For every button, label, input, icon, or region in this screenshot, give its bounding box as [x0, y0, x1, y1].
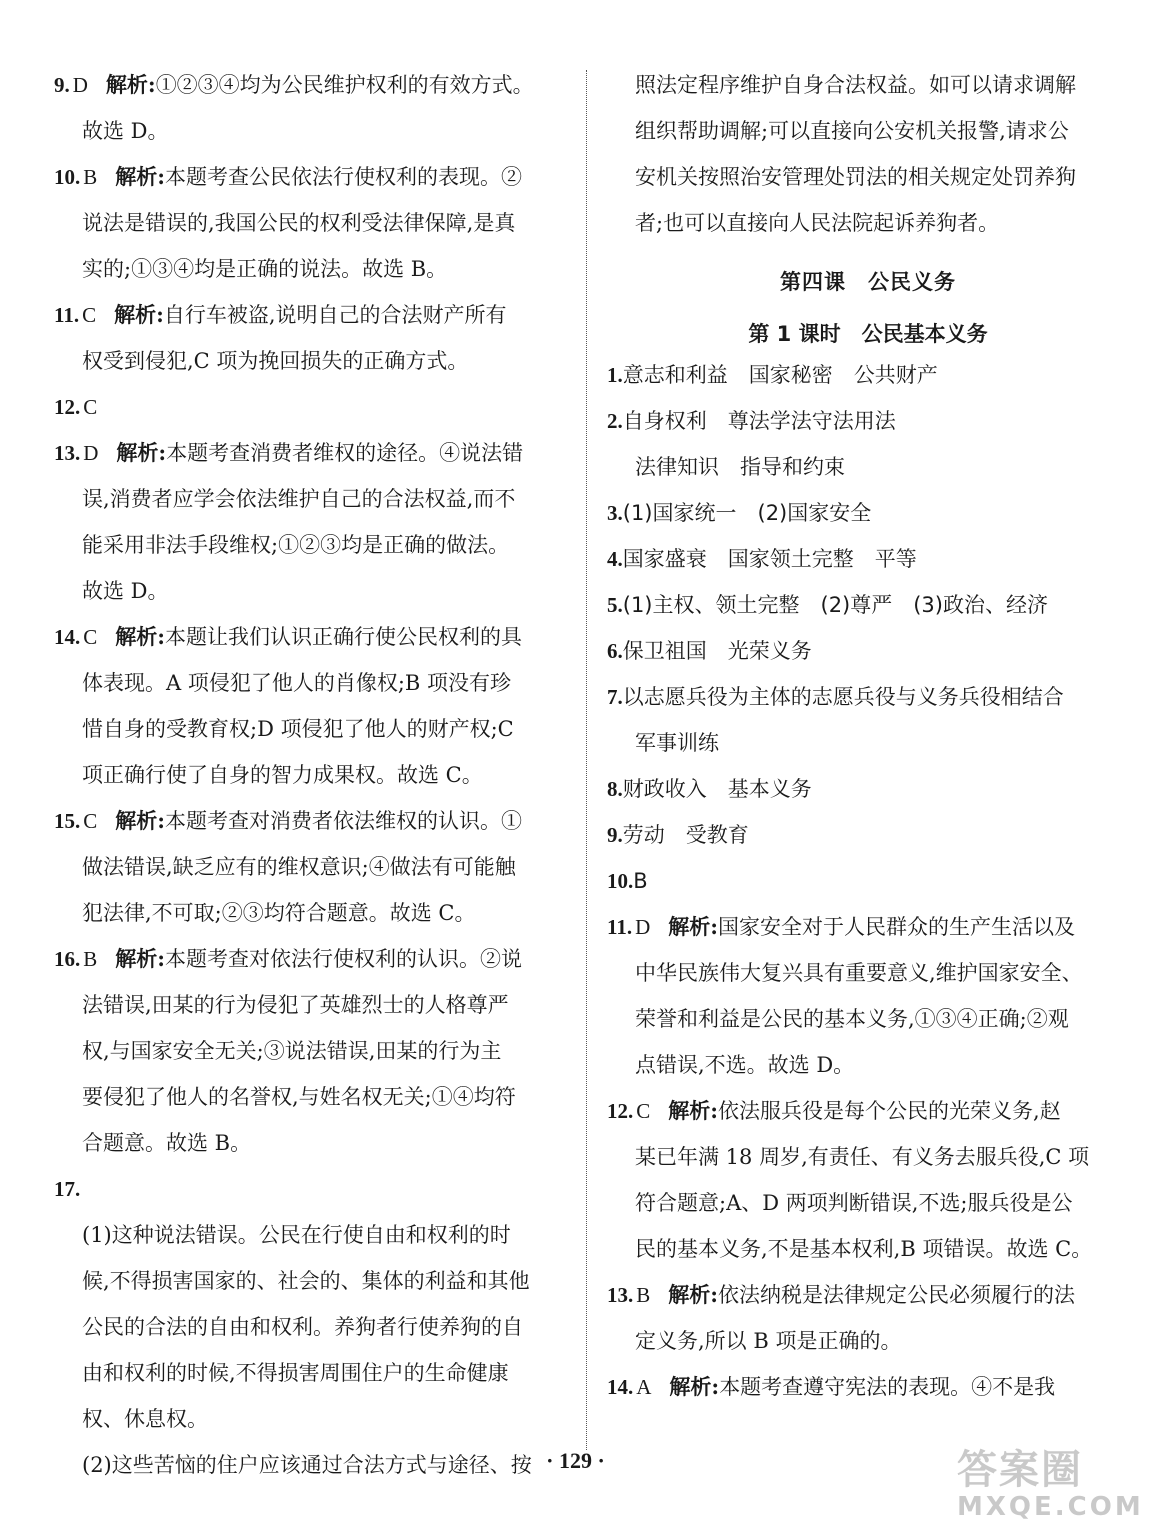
- analysis-text: 本题让我们认识正确行使公民权利的具: [165, 625, 523, 649]
- item-number: 14.: [54, 625, 81, 649]
- analysis-line: 惜自身的受教育权;D 项侵犯了他人的财产权;C: [82, 717, 514, 741]
- analysis-line: 候,不得损害国家的、社会的、集体的利益和其他: [82, 1269, 530, 1293]
- item-number: 11.: [607, 915, 633, 939]
- fill-answer: 自身权利 尊法学法守法用法: [622, 409, 896, 433]
- analysis-text: 本题考查公民依法行使权利的表现。②: [165, 165, 523, 189]
- analysis-label: 解析:: [669, 1374, 720, 1399]
- answer-item: [54, 936, 570, 1166]
- fill-first-line: [607, 398, 1129, 444]
- analysis-label: 解析:: [115, 624, 166, 649]
- answer-item: [54, 430, 570, 614]
- fill-number: 1.: [607, 363, 623, 387]
- fill-first-line: [607, 582, 1129, 628]
- analysis-line: 体表现。A 项侵犯了他人的肖像权;B 项没有珍: [82, 671, 512, 695]
- item-answer: B: [83, 947, 98, 971]
- continued-line: 安机关按照治安管理处罚法的相关规定处罚养狗: [635, 165, 1076, 189]
- answer-first-line: [607, 1364, 1129, 1410]
- answer-item: [54, 1166, 570, 1488]
- fill-item: [607, 398, 1129, 490]
- fill-item: [607, 490, 1129, 536]
- item-number: 13.: [607, 1283, 634, 1307]
- item-number: 11.: [54, 303, 80, 327]
- fill-number: 7.: [607, 685, 623, 709]
- fill-item: [607, 352, 1129, 398]
- analysis-text: 本题考查对消费者依法维权的认识。①: [165, 809, 523, 833]
- analysis-line: 犯法律,不可取;②③均符合题意。故选 C。: [82, 901, 476, 925]
- analysis-line: 符合题意;A、D 两项判断错误,不选;服兵役是公: [635, 1191, 1073, 1215]
- item-number: 9.: [54, 73, 70, 97]
- fill-answer-line: 军事训练: [635, 731, 719, 755]
- continued-line: 组织帮助调解;可以直接向公安机关报警,请求公: [635, 119, 1069, 143]
- answer-first-line: [607, 1272, 1129, 1318]
- fill-first-line: [607, 858, 1129, 904]
- analysis-line: 定义务,所以 B 项是正确的。: [635, 1329, 902, 1353]
- item-answer: D: [83, 441, 99, 465]
- answer-item: [54, 798, 570, 936]
- answer-first-line: [54, 62, 570, 108]
- item-answer: C: [636, 1099, 651, 1123]
- answer-first-line: [54, 1166, 570, 1212]
- analysis-label: 解析:: [105, 72, 156, 97]
- item-answer: B: [83, 165, 98, 189]
- analysis-line: 要侵犯了他人的名誉权,与姓名权无关;①④均符: [82, 1085, 516, 1109]
- analysis-line: 中华民族伟大复兴具有重要意义,维护国家安全、: [635, 961, 1083, 985]
- analysis-line: (2)这些苦恼的住户应该通过合法方式与途径、按: [82, 1453, 532, 1477]
- fill-first-line: [607, 674, 1129, 720]
- analysis-line: 权受到侵犯,C 项为挽回损失的正确方式。: [82, 349, 469, 373]
- fill-item: [607, 766, 1129, 812]
- analysis-line: 故选 D。: [82, 579, 169, 603]
- analysis-line: 荣誉和利益是公民的基本义务,①③④正确;②观: [635, 1007, 1069, 1031]
- analysis-line: 误,消费者应学会依法维护自己的合法权益,而不: [82, 487, 516, 511]
- answer-item: [607, 1088, 1129, 1272]
- item-number: 14.: [607, 1375, 634, 1399]
- analysis-line: 点错误,不选。故选 D。: [635, 1053, 855, 1077]
- answer-first-line: [607, 1088, 1129, 1134]
- fill-item: [607, 628, 1129, 674]
- analysis-line: 由和权利的时候,不得损害周围住户的生命健康: [82, 1361, 509, 1385]
- analysis-text: 依法服兵役是每个公民的光荣义务,赵: [718, 1099, 1061, 1123]
- fill-answer: 财政收入 基本义务: [622, 777, 812, 801]
- analysis-line: (1)这种说法错误。公民在行使自由和权利的时: [82, 1223, 511, 1247]
- fill-number: 10.: [607, 869, 634, 893]
- continued-line: 照法定程序维护自身合法权益。如可以请求调解: [635, 73, 1076, 97]
- lesson-title: 第四课 公民义务: [780, 270, 956, 294]
- answer-first-line: [54, 614, 570, 660]
- fill-answer: 保卫祖国 光荣义务: [622, 639, 812, 663]
- fill-first-line: [607, 628, 1129, 674]
- answer-item: [607, 1272, 1129, 1364]
- right-column: [607, 62, 1129, 1410]
- analysis-line: 法错误,田某的行为侵犯了英雄烈士的人格尊严: [82, 993, 509, 1017]
- answer-item: [607, 1364, 1129, 1410]
- item-number: 17.: [54, 1177, 81, 1201]
- fill-answer: 国家盛衰 国家领土完整 平等: [622, 547, 917, 571]
- item-answer: C: [83, 395, 98, 419]
- analysis-label: 解析:: [668, 1282, 719, 1307]
- fill-number: 2.: [607, 409, 623, 433]
- item-answer: C: [83, 625, 98, 649]
- page-number: · 129 ·: [546, 1448, 605, 1473]
- fill-first-line: [607, 766, 1129, 812]
- fill-answer-line: 法律知识 指导和约束: [635, 455, 845, 479]
- analysis-label: 解析:: [114, 302, 164, 327]
- fill-number: 6.: [607, 639, 623, 663]
- answer-first-line: [607, 904, 1129, 950]
- analysis-line: 做法错误,缺乏应有的维权意识;④做法有可能触: [82, 855, 516, 879]
- analysis-text: ①②③④均为公民维护权利的有效方式。: [155, 73, 534, 97]
- fill-number: 3.: [607, 501, 623, 525]
- analysis-line: 某已年满 18 周岁,有责任、有义务去服兵役,C 项: [635, 1145, 1090, 1169]
- analysis-label: 解析:: [668, 1098, 719, 1123]
- fill-number: 5.: [607, 593, 623, 617]
- choice-answers: [607, 904, 1129, 1410]
- analysis-text: 本题考查消费者维权的途径。④说法错: [166, 441, 524, 465]
- answer-first-line: [54, 798, 570, 844]
- fill-item: [607, 536, 1129, 582]
- item-answer: C: [82, 303, 97, 327]
- analysis-line: 权,与国家安全无关;③说法错误,田某的行为主: [82, 1039, 502, 1063]
- fill-item: [607, 858, 1129, 904]
- analysis-text: 本题考查遵守宪法的表现。④不是我: [719, 1375, 1056, 1399]
- analysis-label: 解析:: [115, 808, 166, 833]
- analysis-line: 故选 D。: [82, 119, 169, 143]
- fill-first-line: [607, 812, 1129, 858]
- item-number: 13.: [54, 441, 81, 465]
- answer-first-line: [54, 430, 570, 476]
- analysis-line: 合题意。故选 B。: [82, 1131, 252, 1155]
- fill-answer: 劳动 受教育: [622, 823, 749, 847]
- fill-in-answers: [607, 352, 1129, 904]
- item-number: 10.: [54, 165, 81, 189]
- watermark-top: 答案圈: [957, 1447, 1083, 1493]
- analysis-text: 自行车被盗,说明自己的合法财产所有: [163, 303, 507, 327]
- analysis-line: 权、休息权。: [82, 1407, 208, 1431]
- answer-first-line: [54, 384, 570, 430]
- analysis-label: 解析:: [116, 440, 167, 465]
- analysis-text: 国家安全对于人民群众的生产生活以及: [718, 915, 1076, 939]
- analysis-line: 公民的合法的自由和权利。养狗者行使养狗的自: [82, 1315, 523, 1339]
- item-answer: D: [635, 915, 651, 939]
- fill-first-line: [607, 490, 1129, 536]
- fill-item: [607, 582, 1129, 628]
- item-number: 15.: [54, 809, 81, 833]
- analysis-label: 解析:: [115, 946, 166, 971]
- answer-item: [54, 62, 570, 154]
- answer-first-line: [54, 154, 570, 200]
- answer-item: [54, 384, 570, 430]
- section-title: 第 1 课时 公民基本义务: [748, 322, 988, 346]
- item-answer: B: [636, 1283, 651, 1307]
- item-number: 16.: [54, 947, 81, 971]
- item-answer: A: [636, 1375, 652, 1399]
- item-number: 12.: [607, 1099, 634, 1123]
- fill-number: 9.: [607, 823, 623, 847]
- continued-answer: [607, 62, 1129, 246]
- continued-line: 者;也可以直接向人民法院起诉养狗者。: [635, 211, 1000, 235]
- fill-answer: (1)主权、领土完整 (2)尊严 (3)政治、经济: [622, 593, 1048, 617]
- fill-first-line: [607, 536, 1129, 582]
- answer-item: [54, 154, 570, 292]
- analysis-line: 能采用非法手段维权;①②③均是正确的做法。: [82, 533, 510, 557]
- analysis-label: 解析:: [668, 914, 719, 939]
- analysis-text: 依法纳税是法律规定公民必须履行的法: [718, 1283, 1076, 1307]
- column-divider: [586, 70, 587, 1450]
- left-column: [54, 62, 570, 1488]
- answer-item: [607, 904, 1129, 1088]
- analysis-line: 民的基本义务,不是基本权利,B 项错误。故选 C。: [635, 1237, 1093, 1261]
- item-number: 12.: [54, 395, 81, 419]
- answer-first-line: [54, 936, 570, 982]
- fill-number: 8.: [607, 777, 623, 801]
- fill-item: [607, 812, 1129, 858]
- analysis-line: 实的;①③④均是正确的说法。故选 B。: [82, 257, 448, 281]
- watermark-bottom: MXQE.COM: [957, 1492, 1144, 1522]
- fill-answer: B: [633, 869, 648, 893]
- analysis-label: 解析:: [115, 164, 166, 189]
- fill-answer: 意志和利益 国家秘密 公共财产: [622, 363, 938, 387]
- fill-number: 4.: [607, 547, 623, 571]
- fill-first-line: [607, 352, 1129, 398]
- item-answer: C: [83, 809, 98, 833]
- answer-first-line: [54, 292, 570, 338]
- analysis-text: 本题考查对依法行使权利的认识。②说: [165, 947, 523, 971]
- fill-answer: 以志愿兵役为主体的志愿兵役与义务兵役相结合: [622, 685, 1064, 709]
- fill-answer: (1)国家统一 (2)国家安全: [622, 501, 872, 525]
- fill-item: [607, 674, 1129, 766]
- answer-item: [54, 292, 570, 384]
- answer-item: [54, 614, 570, 798]
- item-answer: D: [72, 73, 88, 97]
- analysis-line: 项正确行使了自身的智力成果权。故选 C。: [82, 763, 483, 787]
- analysis-line: 说法是错误的,我国公民的权利受法律保障,是真: [82, 211, 516, 235]
- watermark-logo: [957, 1447, 1144, 1528]
